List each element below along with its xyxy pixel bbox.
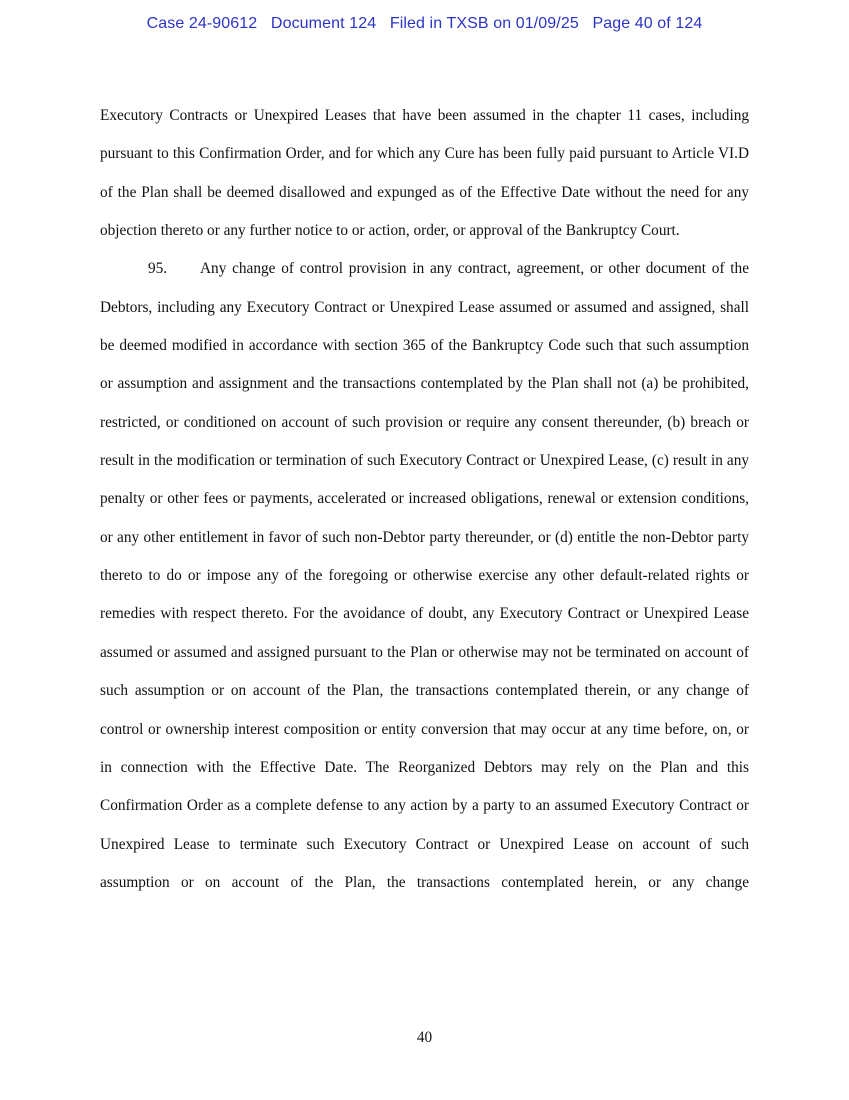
page-number: 40 xyxy=(416,1029,433,1046)
continuation-paragraph: Executory Contracts or Unexpired Leases that have been assumed in the chapter 11 cases, including pursuant to this Confirmation Order, and for which any Cure has been fully paid pursuant to Article VI.D of the Plan shall be deemed disallowed and expunged as of the Effective Date without the need for any objection thereto or any further notice to or action, order, or approval of the Bankruptcy Court. xyxy=(100,107,749,240)
paragraph-95-text: Any change of control provision in any contract, agreement, or other document of the Debtors, including any Executory Contract or Unexpired Lease assumed or assumed and assigned, shall be deemed modified in accordance with section 365 of the Bankruptcy Code such that such assumption or assumption and assignment and the transactions contemplated by the Plan shall not (a) be prohibited, restricted, or conditioned on account of such provision or require any consent thereunder, (b) breach or result in the modification or termination of such Executory Contract or Unexpired Lease, (c) result in any penalty or other fees or payments, accelerated or increased obligations, renewal or extension conditions, or any other entitlement in favor of such non-Debtor party thereunder, or (d) entitle the non-Debtor party thereto to do or impose any of the foregoing or otherwise exercise any other default-related rights or remedies with respect thereto. For the avoidance of doubt, any Executory Contract or Unexpired Lease assumed or assumed and assigned pursuant to the Plan or otherwise may not be terminated on account of such assumption or on account of the Plan, the transactions contemplated therein, or any change of control or ownership interest composition or entity conversion that may occur at any time before, on, or in connection with the Effective Date. The Reorganized Debtors may rely on the Plan and this Confirmation Order as a complete defense to any action by a party to an assumed Executory Contract or Unexpired Lease to terminate such Executory Contract or Unexpired Lease on account of such assumption or on account of the Plan, the transactions contemplated herein, or any change xyxy=(100,260,749,891)
paragraph-number: 95. xyxy=(148,260,168,278)
document-body xyxy=(100,97,749,902)
paragraph-95 xyxy=(100,250,749,902)
case-filing-header: Case 24-90612 Document 124 Filed in TXSB on 01/09/25 Page 40 of 124 xyxy=(146,15,703,32)
